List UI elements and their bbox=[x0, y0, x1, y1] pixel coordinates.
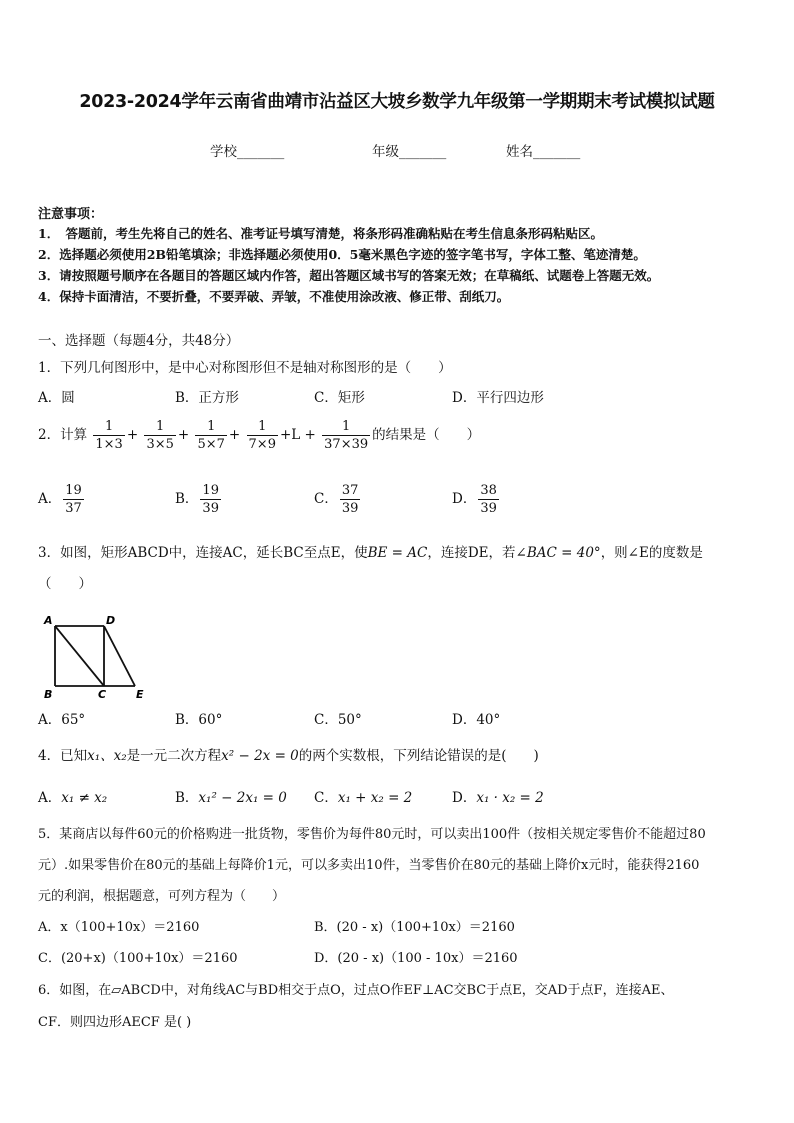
q5-option-a: A．x（100+10x）＝2160 bbox=[38, 920, 200, 935]
note-item: 4．保持卡面清洁，不要折叠，不要弄破、弄皱，不准使用涂改液、修正带、刮纸刀。 bbox=[38, 289, 510, 304]
q1-option-a: A．圆 bbox=[38, 390, 75, 406]
q2-term: $\frac{1}{1\times 3}$ bbox=[95, 419, 123, 452]
label-a: A bbox=[44, 614, 53, 627]
q4-option-c: C．x₁ + x₂ = 2 bbox=[314, 790, 413, 806]
question-6-line: CF．则四边形AECF 是( ) bbox=[38, 1015, 192, 1030]
q5-option-d: D．(20 - x)（100 - 10x）＝2160 bbox=[314, 951, 518, 966]
question-3-paren: （ ） bbox=[38, 576, 92, 592]
label-d: D bbox=[106, 614, 116, 627]
question-5-line: 元）.如果零售价在80元的基础上每降价1元，可以多卖出10件，当零售价在80元的基础上降价x元时，能获得2160 bbox=[38, 858, 700, 873]
q2-option-b: B． $\frac{19}{39}$ bbox=[175, 483, 219, 516]
q2-term: $\frac{1}{3\times 5}$ bbox=[146, 419, 174, 452]
q5-option-c: C．(20+x)（100+10x）＝2160 bbox=[38, 951, 238, 966]
q2-term: $\frac{1}{5\times 7}$ bbox=[197, 419, 225, 452]
question-5-line: 元的利润，根据题意，可列方程为（ ） bbox=[38, 889, 286, 904]
q4-option-a: A．x₁ ≠ x₂ bbox=[38, 790, 108, 806]
question-2-stem: 2．计算 $\frac{1}{1\times 3}$ + $\frac{1}{3\times 5}$ + $\frac{1}{5\times 7}$ + $\frac{1}{7\times 9}$ +L + $\frac{1}{37\times 39}$ 的结果是（ ） bbox=[38, 419, 481, 452]
q3-option-a: A．65° bbox=[38, 712, 86, 728]
q1-option-d: D．平行四边形 bbox=[452, 390, 544, 406]
q2-option-a: A． $\frac{19}{37}$ bbox=[38, 483, 82, 516]
q2-suffix: 的结果是（ ） bbox=[372, 427, 481, 443]
q3-angle: ∠BAC = 40° bbox=[515, 545, 601, 561]
q2-option-c: C． $\frac{37}{39}$ bbox=[314, 483, 359, 516]
q3-be-ac: BE = AC bbox=[367, 545, 428, 561]
note-item: 2．选择题必须使用2B铅笔填涂；非选择题必须使用0．5毫米黑色字迹的签字笔书写，字体工整、笔迹清楚。 bbox=[38, 247, 646, 262]
notes-heading: 注意事项： bbox=[38, 207, 104, 222]
q1-option-c: C．矩形 bbox=[314, 390, 365, 406]
grade-field: 年级_______ bbox=[372, 144, 447, 160]
q2-prefix: 2．计算 bbox=[38, 427, 88, 443]
question-1-stem: 1．下列几何图形中，是中心对称图形但不是轴对称图形的是（ ） bbox=[38, 360, 452, 376]
question-3-stem: 3．如图，矩形ABCD中，连接AC，延长BC至点E，使BE = AC，连接DE，若∠BAC = 40°，则∠E的度数是 bbox=[38, 545, 703, 561]
note-item: 1． 答题前，考生先将自己的姓名、准考证号填写清楚，将条形码准确粘贴在考生信息条形码粘贴区。 bbox=[38, 226, 603, 241]
q4-option-b: B．x₁² − 2x₁ = 0 bbox=[175, 790, 287, 806]
q1-option-b: B．正方形 bbox=[175, 390, 239, 406]
section-heading: 一、选择题（每题4分，共48分） bbox=[38, 333, 240, 349]
q3-option-b: B．60° bbox=[175, 712, 223, 728]
note-item: 3．请按照题号顺序在各题目的答题区域内作答，超出答题区域书写的答案无效；在草稿纸、试题卷上答题无效。 bbox=[38, 268, 660, 283]
page-title: 2023-2024学年云南省曲靖市沾益区大坡乡数学九年级第一学期期末考试模拟试题 bbox=[79, 92, 715, 112]
label-c: C bbox=[98, 688, 107, 700]
rectangle-figure bbox=[36, 610, 156, 700]
q3-option-c: C．50° bbox=[314, 712, 362, 728]
question-6-line: 6．如图，在▱ABCD中，对角线AC与BD相交于点O，过点O作EF⊥AC交BC于点E，交AD于点F，连接AE、 bbox=[38, 983, 674, 998]
q2-option-d: D． $\frac{38}{39}$ bbox=[452, 483, 497, 516]
q2-term: $\frac{1}{37\times 39}$ bbox=[324, 419, 369, 452]
q3-option-d: D．40° bbox=[452, 712, 501, 728]
school-field: 学校_______ bbox=[210, 144, 285, 160]
q5-option-b: B．(20 - x)（100+10x）＝2160 bbox=[314, 920, 515, 935]
question-4-stem: 4．已知x₁、x₂是一元二次方程x² − 2x = 0的两个实数根，下列结论错误的是( ) bbox=[38, 748, 539, 764]
question-5-line: 5．某商店以每件60元的价格购进一批货物，零售价为每件80元时，可以卖出100件（按相关规定零售价不能超过80 bbox=[38, 827, 706, 842]
q4-option-d: D．x₁ · x₂ = 2 bbox=[452, 790, 544, 806]
label-e: E bbox=[136, 688, 144, 700]
q2-ellipsis: L bbox=[291, 427, 301, 443]
label-b: B bbox=[44, 688, 53, 700]
q2-term: $\frac{1}{7\times 9}$ bbox=[248, 419, 276, 452]
name-field: 姓名_______ bbox=[506, 144, 581, 160]
